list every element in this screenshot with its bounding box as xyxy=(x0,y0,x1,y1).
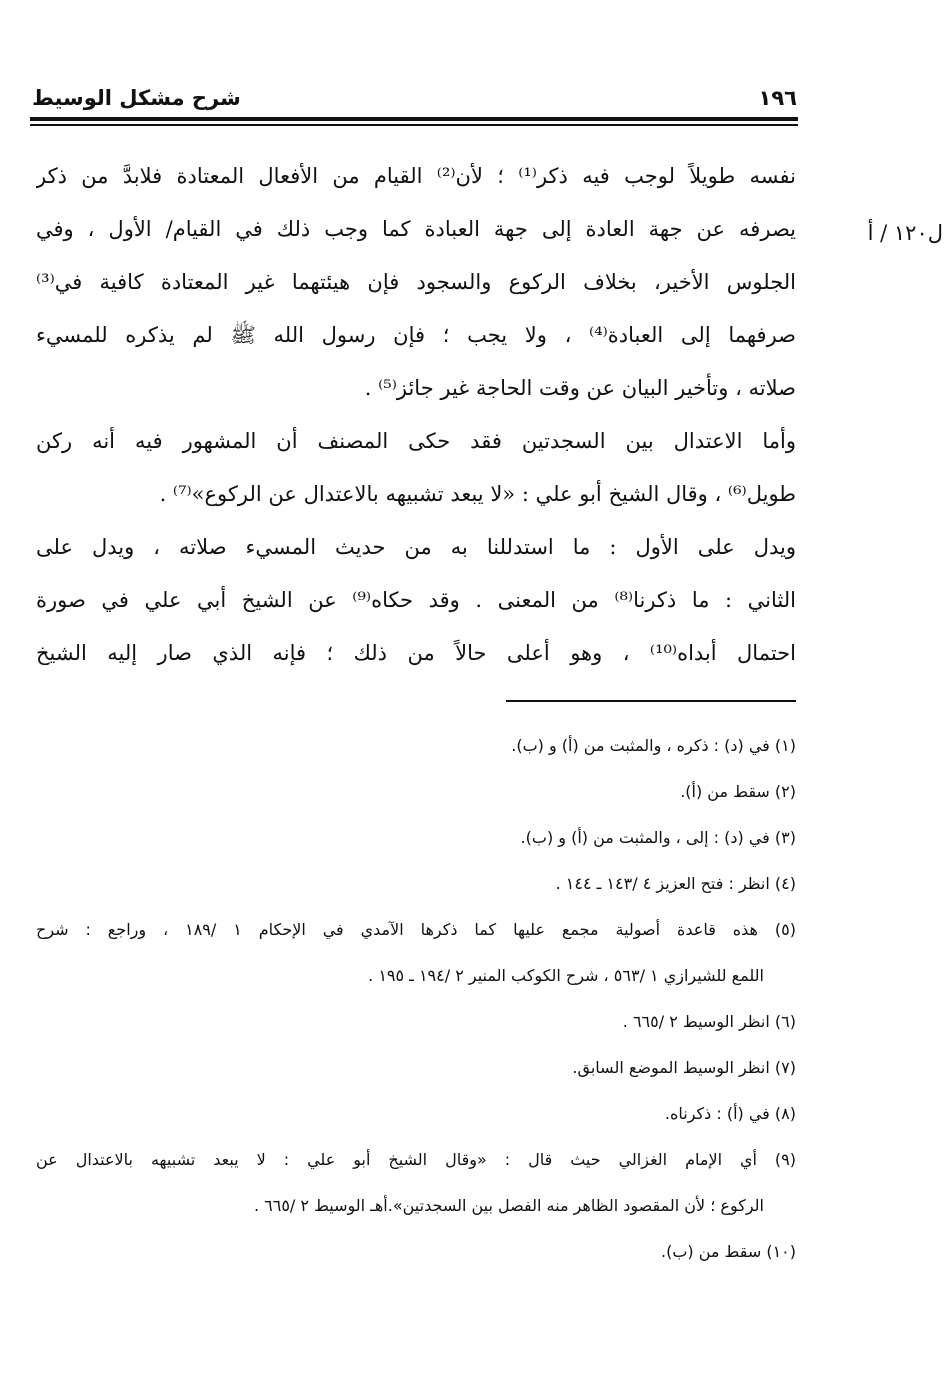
header-rule-thick xyxy=(30,117,798,121)
footnotes xyxy=(36,723,796,1275)
footnote: (٢) سقط من (أ). xyxy=(680,782,796,801)
text-line: يصرفه عن جهة العادة إلى جهة العبادة كما وجب ذلك في القيام/ الأول ، وفي xyxy=(36,217,796,241)
running-title: شرح مشكل الوسيط xyxy=(32,86,241,110)
text-line: نفسه طويلاً لوجب فيه ذكر⁽¹⁾ ؛ لأن⁽²⁾ القيام من الأفعال المعتادة فلابدَّ من ذكر xyxy=(36,164,796,188)
text-line: الجلوس الأخير، بخلاف الركوع والسجود فإن هيئتهما غير المعتادة كافية في⁽³⁾ xyxy=(36,270,796,294)
header-rule-thin xyxy=(30,124,798,126)
text-line: صلاته ، وتأخير البيان عن وقت الحاجة غير جائز⁽⁵⁾ . xyxy=(364,376,796,400)
footnote: (٧) انظر الوسيط الموضع السابق. xyxy=(572,1058,796,1077)
footnote: (١٠) سقط من (ب). xyxy=(660,1242,796,1261)
text-line: صرفهما إلى العبادة⁽⁴⁾ ، ولا يجب ؛ فإن رسول الله ﷺ لم يذكره للمسيء xyxy=(36,323,796,347)
footnote-separator xyxy=(506,700,796,702)
footnote: (٥) هذه قاعدة أصولية مجمع عليها كما ذكرها الآمدي في الإحكام ١ /١٨٩ ، وراجع : شرح xyxy=(36,920,796,939)
footnote: (٣) في (د) : إلى ، والمثبت من (أ) و (ب). xyxy=(520,828,796,847)
text-line: طويل⁽⁶⁾ ، وقال الشيخ أبو علي : «لا يبعد تشبيهه بالاعتدال عن الركوع»⁽⁷⁾ . xyxy=(159,482,796,506)
text-line: الثاني : ما ذكرنا⁽⁸⁾ من المعنى . وقد حكاه⁽⁹⁾ عن الشيخ أبي علي في صورة xyxy=(36,588,796,612)
footnote: (٦) انظر الوسيط ٢ /٦٦٥ . xyxy=(622,1012,796,1031)
text-line: احتمال أبداه⁽¹⁰⁾ ، وهو أعلى حالاً من ذلك ؛ فإنه الذي صار إليه الشيخ xyxy=(36,641,796,665)
page-number: ١٩٦ xyxy=(758,86,797,110)
footnote: (٤) انظر : فتح العزيز ٤ /١٤٣ ـ ١٤٤ . xyxy=(555,874,796,893)
footnote: (٨) في (أ) : ذكرناه. xyxy=(664,1104,796,1123)
footnote: (٩) أي الإمام الغزالي حيث قال : «وقال الشيخ أبو علي : لا يبعد تشبيهه بالاعتدال عن xyxy=(36,1150,796,1169)
main-text xyxy=(36,150,796,680)
manuscript-folio-note: ل١٢٠ / أ xyxy=(867,221,943,245)
text-line: ويدل على الأول : ما استدللنا به من حديث المسيء صلاته ، ويدل على xyxy=(36,535,796,559)
footnote-continuation: اللمع للشيرازي ١ /٥٦٣ ، شرح الكوكب المنير ٢ /١٩٤ ـ ١٩٥ . xyxy=(368,966,764,985)
footnote: (١) في (د) : ذكره ، والمثبت من (أ) و (ب). xyxy=(511,736,796,755)
page-header xyxy=(32,86,797,114)
text-line: وأما الاعتدال بين السجدتين فقد حكى المصنف أن المشهور فيه أنه ركن xyxy=(36,429,796,453)
footnote-continuation: الركوع ؛ لأن المقصود الظاهر منه الفصل بين السجدتين».أهـ الوسيط ٢ /٦٦٥ . xyxy=(253,1196,764,1215)
